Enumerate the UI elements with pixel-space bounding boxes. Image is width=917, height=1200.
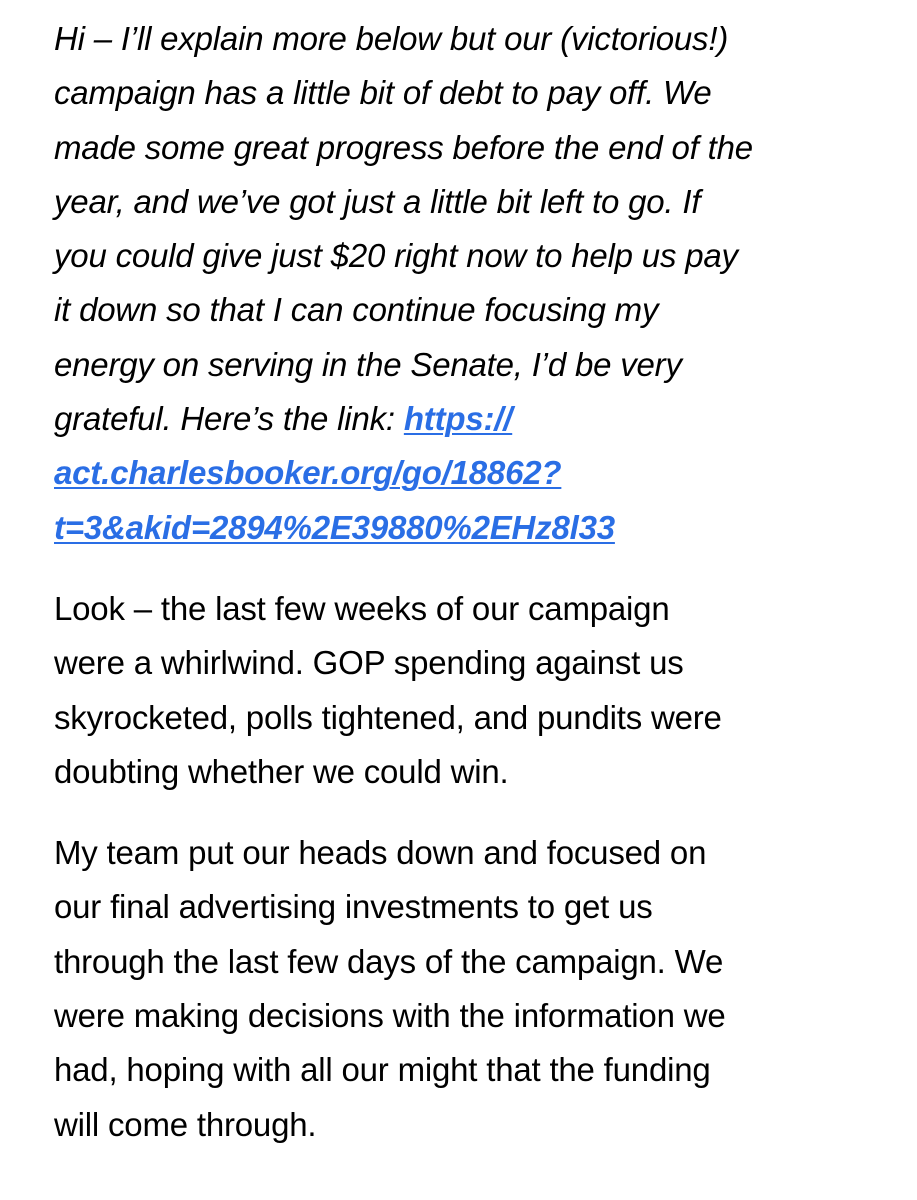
text-line: through the last few days of the campaign. We: [54, 942, 724, 980]
email-body: [54, 12, 874, 1152]
text-line: it down so that I can continue focusing my: [54, 291, 659, 329]
text-line: energy on serving in the Senate, I’d be very: [54, 345, 682, 383]
donate-link[interactable]: act.charlesbooker.org/go/18862?: [54, 454, 562, 492]
donate-link[interactable]: t=3&akid=2894%2E39880%2EHz8l33: [54, 508, 615, 546]
team-focus-paragraph: [54, 826, 874, 1152]
campaign-recap-paragraph: [54, 582, 874, 799]
text-line: skyrocketed, polls tightened, and pundits were: [54, 698, 722, 736]
text-line: [54, 446, 874, 500]
text-line: year, and we’ve got just a little bit left to go. If: [54, 182, 701, 220]
text-line: were making decisions with the information we: [54, 997, 726, 1035]
text-line: will come through.: [54, 1105, 317, 1143]
text-line: our final advertising investments to get us: [54, 888, 653, 926]
text-line: [54, 392, 874, 446]
text-line: made some great progress before the end of the: [54, 128, 753, 166]
intro-paragraph: [54, 12, 874, 555]
text-line: campaign has a little bit of debt to pay off. We: [54, 74, 712, 112]
text-line: were a whirlwind. GOP spending against us: [54, 644, 684, 682]
text-line: had, hoping with all our might that the funding: [54, 1051, 711, 1089]
donate-link[interactable]: https://: [403, 400, 513, 438]
text-line: doubting whether we could win.: [54, 752, 509, 790]
text-line: My team put our heads down and focused on: [54, 834, 707, 872]
link-prefix-text: grateful. Here’s the link:: [54, 400, 404, 438]
text-line: Hi – I’ll explain more below but our (victorious!): [54, 20, 729, 57]
text-line: you could give just $20 right now to help us pay: [54, 237, 738, 275]
text-line: Look – the last few weeks of our campaign: [54, 589, 670, 627]
text-line: [54, 501, 874, 555]
